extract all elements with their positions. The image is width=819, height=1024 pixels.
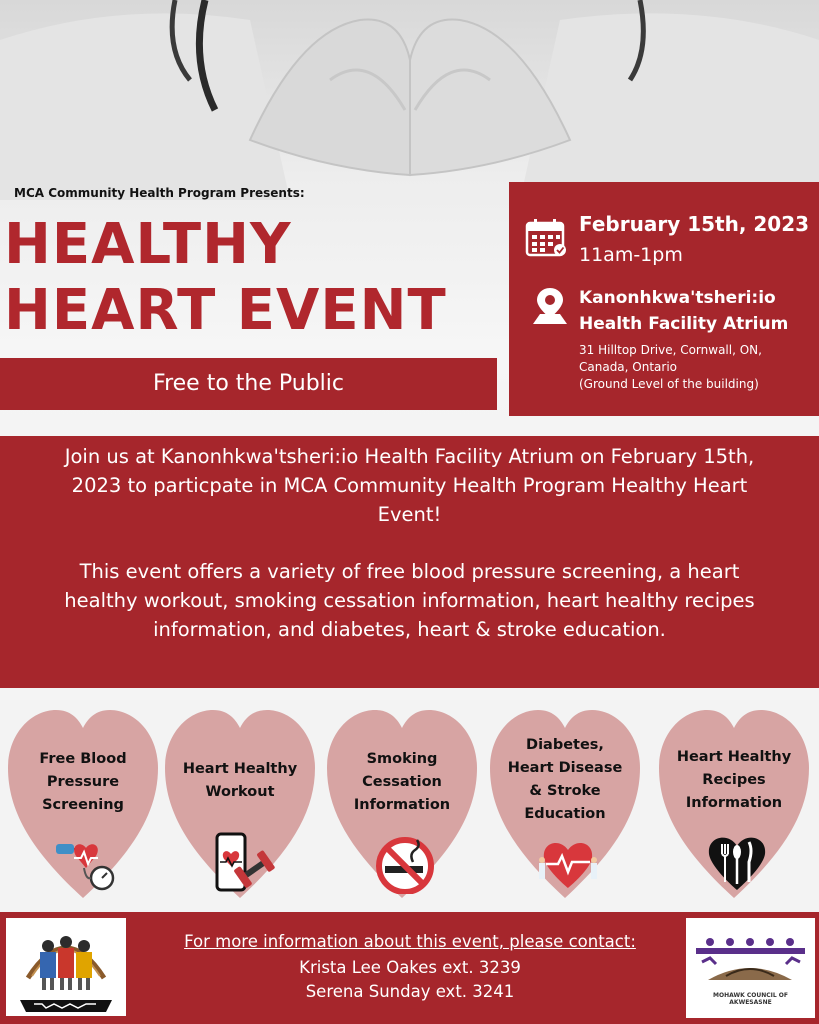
phone-dumbbell-icon <box>211 832 275 894</box>
description-paragraph-1: Join us at Kanonhkwa'tsheri:io Health Facility Atrium on February 15th, 2023 to particpate in MCA Community Health Program Healthy Heart Event! <box>64 445 755 526</box>
activity-label <box>171 758 309 804</box>
blood-pressure-icon <box>54 832 118 894</box>
label-line: Heart Healthy <box>676 749 792 765</box>
label-line: Diabetes, <box>526 737 604 753</box>
event-info-box <box>509 182 819 416</box>
contact-serena: Serena Sunday ext. 3241 <box>305 982 515 1001</box>
event-description <box>0 436 819 688</box>
label-line: Heart Disease <box>507 760 623 776</box>
activity-diabetes-education <box>486 698 644 903</box>
event-title <box>4 212 447 344</box>
activity-workout <box>161 698 319 903</box>
address-line-2: Canada, Ontario <box>579 360 678 374</box>
label-line: Screening <box>42 797 124 813</box>
label-line: Education <box>524 806 606 822</box>
heart-cutlery-icon <box>705 832 769 894</box>
label-line: Workout <box>205 784 275 800</box>
activities-row <box>0 698 819 910</box>
council-name: MOHAWK COUNCIL OF AKWESASNE <box>713 992 788 1006</box>
address-line-3: (Ground Level of the building) <box>579 377 759 391</box>
activity-recipes <box>655 698 813 903</box>
no-smoking-icon <box>373 832 437 894</box>
label-line: & Stroke <box>529 783 601 799</box>
venue-name-line-2: Health Facility Atrium <box>579 314 789 334</box>
community-logo <box>6 918 126 1016</box>
location-pin-icon <box>531 286 569 326</box>
footer-contact <box>0 912 819 1024</box>
label-line: Free Blood <box>39 751 127 767</box>
contact-heading: For more information about this event, please contact: <box>184 932 636 951</box>
label-line: Smoking <box>366 751 438 767</box>
title-line-1: HEALTHY <box>4 212 292 277</box>
dancers-logo-icon <box>6 918 126 1016</box>
activity-blood-pressure <box>4 698 162 903</box>
venue-name-line-1: Kanonhkwa'tsheri:io <box>579 288 776 308</box>
label-line: Information <box>353 797 451 813</box>
calendar-icon <box>525 218 569 258</box>
label-line: Recipes <box>702 772 766 788</box>
council-emblem-icon <box>686 918 815 998</box>
contact-krista: Krista Lee Oakes ext. 3239 <box>299 958 521 977</box>
activity-smoking-cessation <box>323 698 481 903</box>
presents-text: MCA Community Health Program Presents: <box>14 186 305 200</box>
heart-doctors-icon <box>536 832 600 894</box>
event-time: 11am-1pm <box>579 244 683 266</box>
label-line: Heart Healthy <box>182 761 298 777</box>
label-line: Cessation <box>362 774 442 790</box>
activity-label <box>333 748 471 817</box>
venue-address <box>579 342 762 393</box>
description-paragraph-2: This event offers a variety of free blood pressure screening, a heart healthy workout, smoking cessation information, heart healthy recipes information, and diabetes, heart & stroke education. <box>64 560 755 641</box>
free-to-public-banner: Free to the Public <box>0 358 497 410</box>
activity-label <box>496 734 634 826</box>
event-date: February 15th, 2023 <box>579 212 810 236</box>
label-line: Information <box>685 795 783 811</box>
mohawk-council-logo <box>686 918 815 1018</box>
address-line-1: 31 Hilltop Drive, Cornwall, ON, <box>579 343 762 357</box>
label-line: Pressure <box>46 774 120 790</box>
activity-label <box>14 748 152 817</box>
title-line-2: HEART EVENT <box>4 278 447 343</box>
activity-label <box>665 746 803 815</box>
